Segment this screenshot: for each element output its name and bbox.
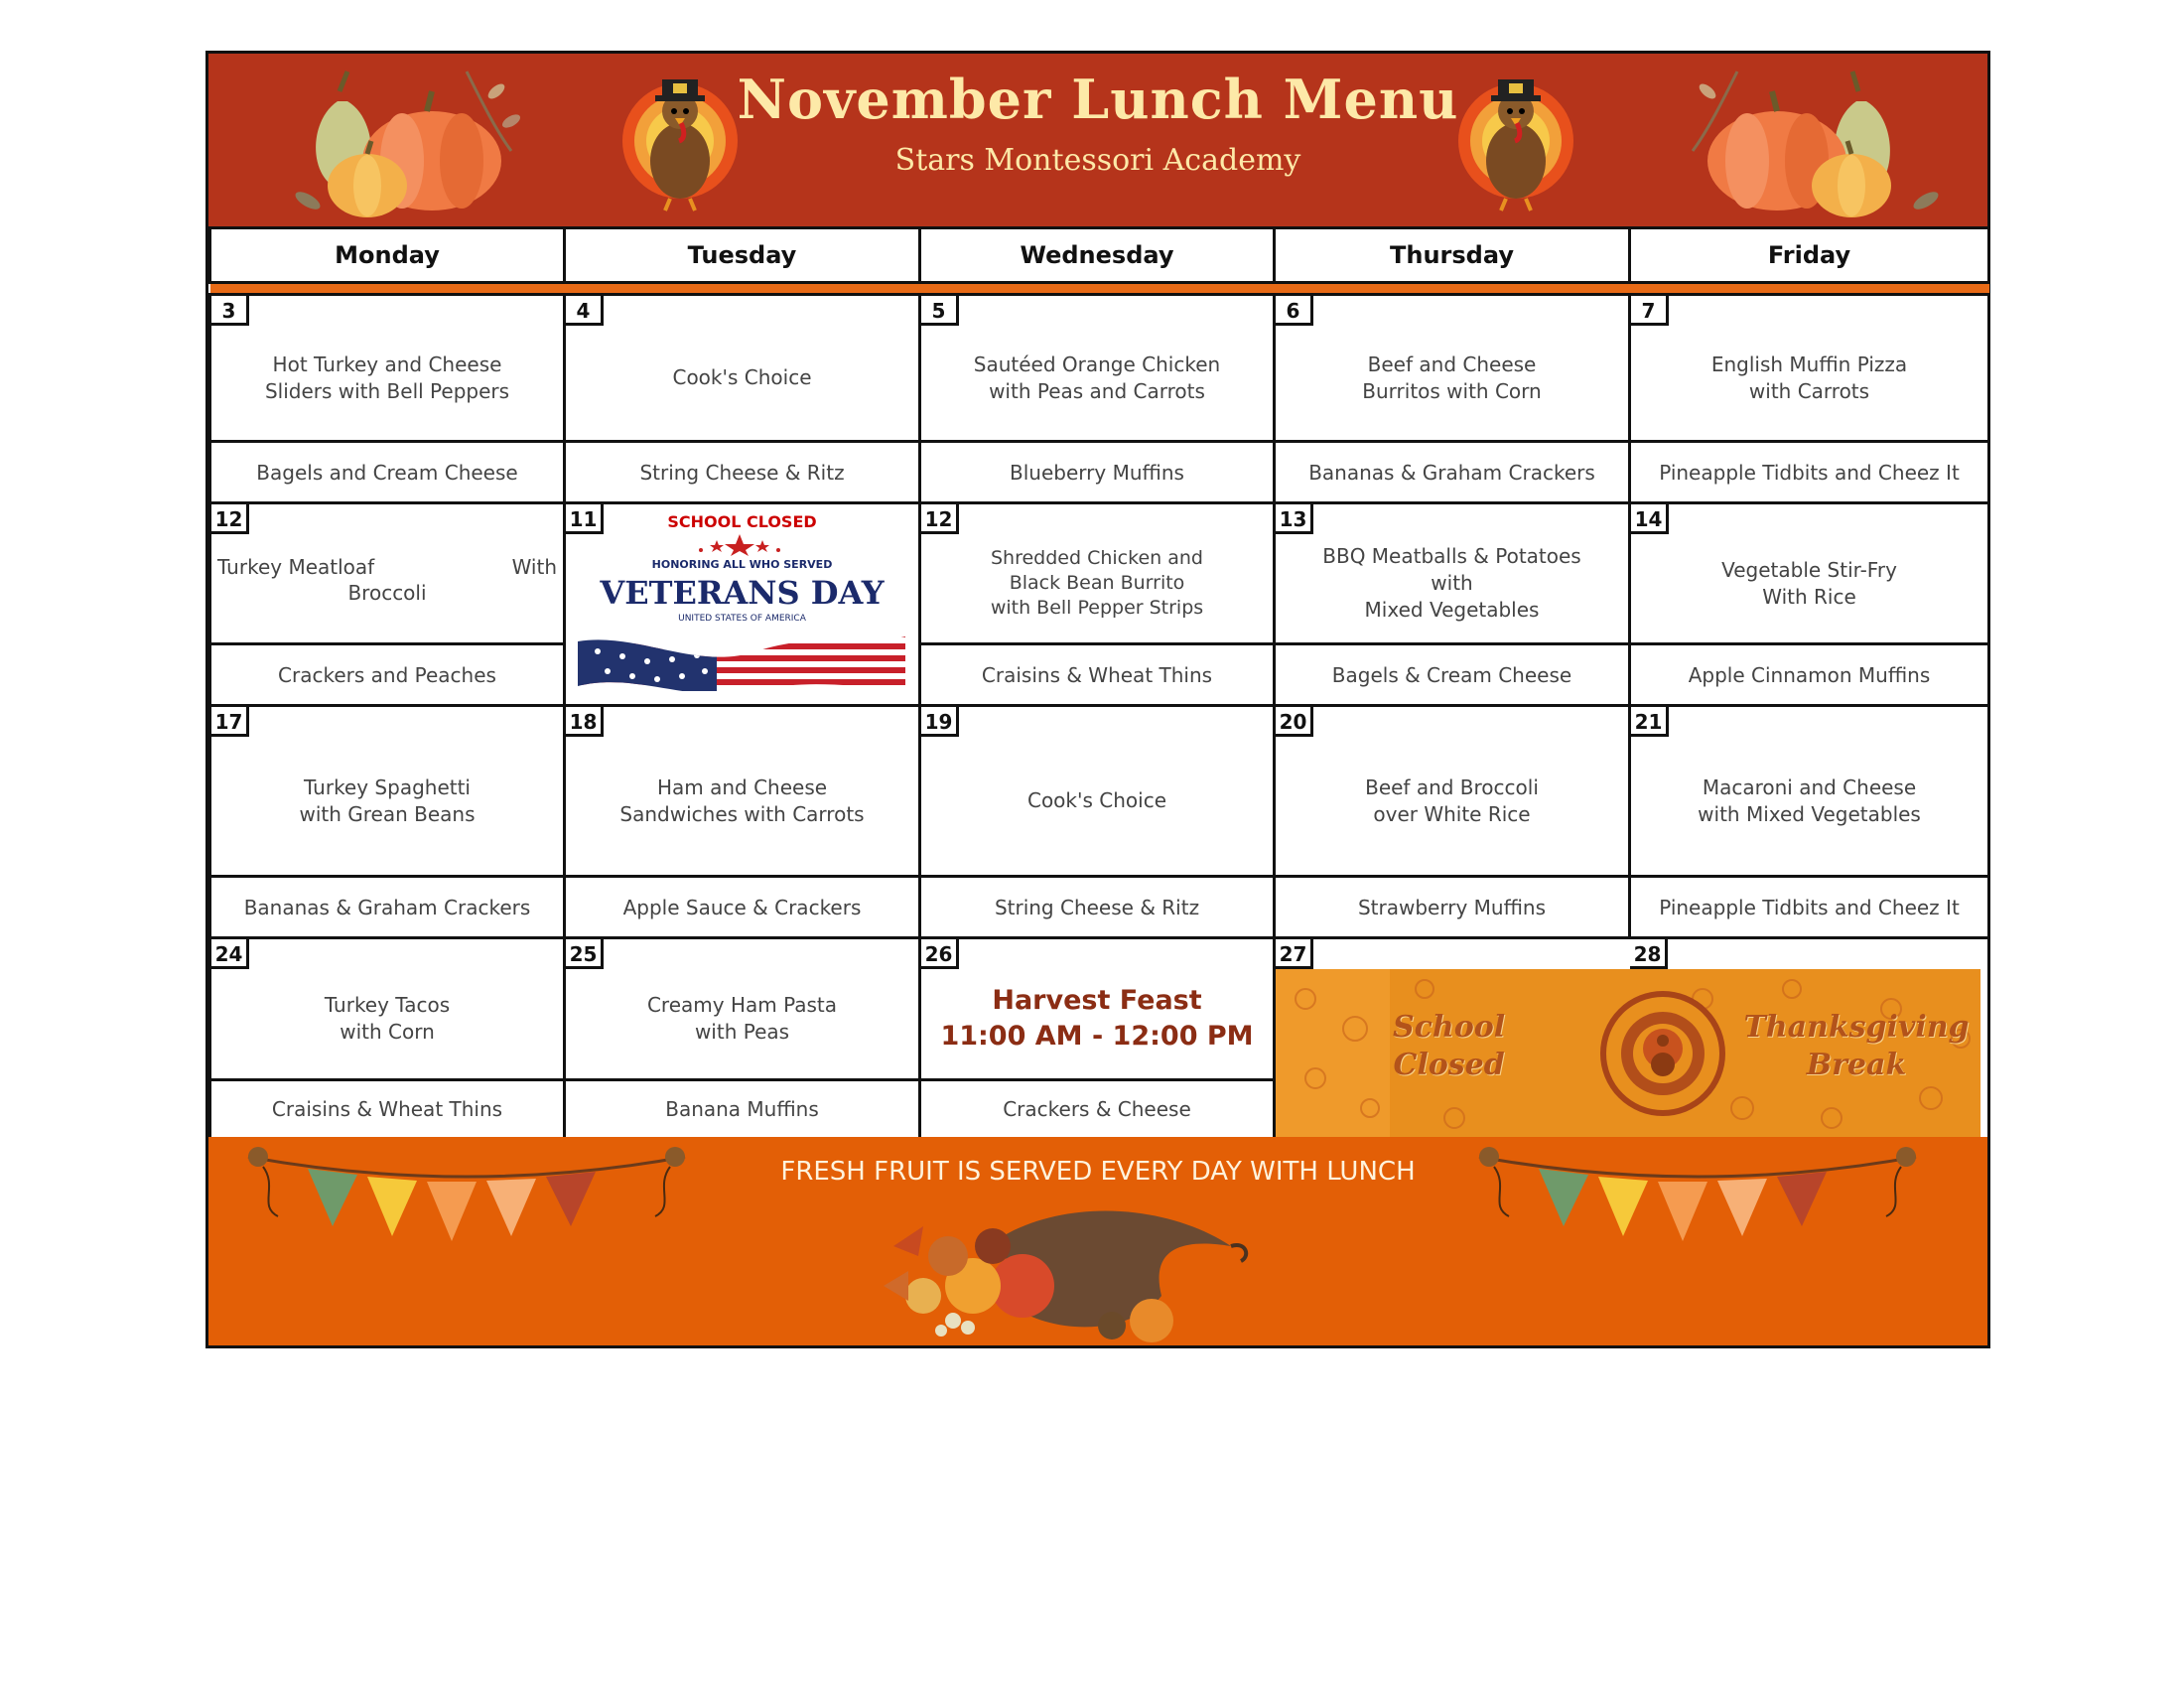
snack-cell: Strawberry Muffins xyxy=(1275,877,1630,938)
meal-line: with Grean Beans xyxy=(299,801,476,826)
week-3-meal-row xyxy=(210,706,1989,877)
header-banner xyxy=(208,54,1987,226)
meal-line: Black Bean Burrito xyxy=(1009,572,1185,594)
date-number: 12 xyxy=(211,504,249,534)
snack-cell: Bananas & Graham Crackers xyxy=(210,877,565,938)
snack-cell: Bananas & Graham Crackers xyxy=(1275,442,1630,503)
lunch-menu xyxy=(205,51,1990,1348)
week-2-snack-row xyxy=(210,644,1989,706)
snack-cell: Bagels & Cream Cheese xyxy=(1275,644,1630,706)
snack-cell: Pineapple Tidbits and Cheez It xyxy=(1630,877,1989,938)
week-1-meal-row xyxy=(210,295,1989,442)
lunch-entry xyxy=(211,755,563,828)
meal-line: Sliders with Bell Peppers xyxy=(264,378,510,403)
harvest-feast-cell xyxy=(920,938,1275,1080)
date-number: 11 xyxy=(566,504,604,534)
meal-line: with Carrots xyxy=(1748,378,1870,403)
break-line: Thanksgiving xyxy=(1743,1010,1970,1045)
meal-line: Cook's Choice xyxy=(1026,788,1167,812)
snack-cell: Banana Muffins xyxy=(565,1080,920,1139)
meal-line: Macaroni and Cheese xyxy=(1702,774,1917,799)
meal-line: Burritos with Corn xyxy=(1362,378,1542,403)
lunch-entry xyxy=(1631,332,1987,405)
week-2-meal-row xyxy=(210,503,1989,644)
snack-cell: Apple Sauce & Crackers xyxy=(565,877,920,938)
lunch-entry xyxy=(211,972,563,1046)
pumpkins-right-illustration xyxy=(1678,62,1946,220)
day-cell xyxy=(1630,503,1989,644)
meal-line: Cook's Choice xyxy=(672,365,812,389)
snack-cell: Apple Cinnamon Muffins xyxy=(1630,644,1989,706)
day-cell xyxy=(920,706,1275,877)
meal-line: with Corn xyxy=(340,1020,435,1044)
school-closed-line: Closed xyxy=(1393,1048,1505,1082)
harvest-feast-title: Harvest Feast xyxy=(992,985,1202,1016)
day-header-friday: Friday xyxy=(1630,228,1989,283)
meal-line: Creamy Ham Pasta xyxy=(646,993,838,1017)
meal-line: BBQ Meatballs & Potatoes xyxy=(1322,544,1581,568)
date-number: 4 xyxy=(566,296,604,326)
lunch-entry xyxy=(1631,755,1987,828)
day-cell xyxy=(920,295,1275,442)
date-number: 3 xyxy=(211,296,249,326)
orange-divider xyxy=(210,283,1989,295)
date-number: 25 xyxy=(566,939,604,969)
meal-line: Beef and Broccoli xyxy=(1365,774,1539,799)
date-number: 6 xyxy=(1276,296,1313,326)
meal-line: Shredded Chicken and xyxy=(991,547,1203,569)
date-number: 13 xyxy=(1276,504,1313,534)
lunch-entry xyxy=(211,534,563,614)
veterans-day-cell xyxy=(565,503,920,706)
snack-cell: Craisins & Wheat Thins xyxy=(210,1080,565,1139)
meal-line: with Peas and Carrots xyxy=(989,378,1205,403)
menu-table xyxy=(208,226,1990,1140)
meal-line: Vegetable Stir-Fry xyxy=(1721,557,1897,582)
lunch-entry xyxy=(566,755,918,828)
school-closed-text xyxy=(1393,1009,1505,1084)
meal-line: Broccoli xyxy=(347,580,427,605)
page-title: November Lunch Menu xyxy=(737,68,1459,131)
meal-line: with Peas xyxy=(694,1020,790,1044)
meal-line: With xyxy=(511,554,557,579)
date-number: 21 xyxy=(1631,707,1669,737)
snack-cell: String Cheese & Ritz xyxy=(920,877,1275,938)
american-flag-image xyxy=(578,632,905,691)
divider-stripe xyxy=(210,283,1989,295)
date-number: 17 xyxy=(211,707,249,737)
day-cell xyxy=(1630,706,1989,877)
date-number: 20 xyxy=(1276,707,1313,737)
lunch-entry xyxy=(921,768,1273,814)
date-number: 19 xyxy=(921,707,959,737)
week-1-snack-row xyxy=(210,442,1989,503)
meal-line: over White Rice xyxy=(1373,801,1531,826)
school-closed-label: SCHOOL CLOSED xyxy=(667,511,817,531)
footer-banner xyxy=(208,1137,1987,1345)
thanksgiving-break-graphic xyxy=(1276,969,1980,1138)
day-header-thursday: Thursday xyxy=(1275,228,1630,283)
lunch-entry xyxy=(1276,523,1628,624)
lunch-entry xyxy=(921,332,1273,405)
harvest-feast-entry xyxy=(921,963,1273,1055)
country-label: UNITED STATES OF AMERICA xyxy=(678,613,806,624)
date-number: 26 xyxy=(921,939,959,969)
lunch-entry xyxy=(1276,755,1628,828)
snack-cell: Crackers & Cheese xyxy=(920,1080,1275,1139)
date-number-27: 27 xyxy=(1276,939,1313,969)
fresh-fruit-note: FRESH FRUIT IS SERVED EVERY DAY WITH LUNCH xyxy=(780,1157,1416,1187)
day-cell xyxy=(565,938,920,1080)
meal-line: Sautéed Orange Chicken xyxy=(973,352,1221,376)
meal-line: with Bell Pepper Strips xyxy=(990,597,1204,619)
break-line: Break xyxy=(1806,1048,1907,1082)
meal-line: With Rice xyxy=(1762,584,1856,609)
day-header-monday: Monday xyxy=(210,228,565,283)
lunch-entry xyxy=(566,972,918,1046)
week-4-meal-row xyxy=(210,938,1989,1080)
date-number-28: 28 xyxy=(1630,939,1668,969)
date-number: 24 xyxy=(211,939,249,969)
thanksgiving-break-cell xyxy=(1275,938,1989,1139)
lunch-entry xyxy=(211,332,563,405)
date-number: 5 xyxy=(921,296,959,326)
week-3-snack-row xyxy=(210,877,1989,938)
meal-line: Beef and Cheese xyxy=(1367,352,1537,376)
day-cell xyxy=(565,295,920,442)
school-name: Stars Montessori Academy xyxy=(894,143,1301,178)
meal-line: Turkey Tacos xyxy=(324,993,451,1017)
day-cell xyxy=(1630,295,1989,442)
cornucopia-illustration xyxy=(854,1187,1251,1345)
lunch-entry xyxy=(1276,332,1628,405)
honoring-label: HONORING ALL WHO SERVED xyxy=(651,557,833,571)
veterans-day-graphic xyxy=(566,506,918,703)
harvest-feast-time: 11:00 AM - 12:00 PM xyxy=(940,1021,1254,1052)
stars-icon xyxy=(695,532,784,556)
day-cell xyxy=(565,706,920,877)
day-cell xyxy=(1275,706,1630,877)
school-closed-line: School xyxy=(1393,1010,1506,1045)
date-number: 12 xyxy=(921,504,959,534)
meal-line: Hot Turkey and Cheese xyxy=(272,352,502,376)
day-header-tuesday: Tuesday xyxy=(565,228,920,283)
snack-cell: Bagels and Cream Cheese xyxy=(210,442,565,503)
meal-line: Ham and Cheese xyxy=(656,774,828,799)
meal-line: Sandwiches with Carrots xyxy=(619,801,865,826)
meal-line: Turkey Spaghetti xyxy=(303,774,471,799)
veterans-day-title: VETERANS DAY xyxy=(600,573,885,612)
meal-line: with xyxy=(1431,571,1473,595)
snack-cell: Pineapple Tidbits and Cheez It xyxy=(1630,442,1989,503)
lunch-entry xyxy=(566,345,918,391)
meal-line: English Muffin Pizza xyxy=(1710,352,1908,376)
day-cell xyxy=(1275,503,1630,644)
day-cell xyxy=(920,503,1275,644)
day-cell xyxy=(210,938,565,1080)
snack-cell: Craisins & Wheat Thins xyxy=(920,644,1275,706)
day-cell xyxy=(1275,295,1630,442)
weekday-header-row xyxy=(210,228,1989,283)
lunch-entry xyxy=(1631,537,1987,611)
day-cell xyxy=(210,503,565,644)
meal-line: with Mixed Vegetables xyxy=(1698,801,1921,826)
bunting-left-illustration xyxy=(238,1137,695,1256)
day-header-wednesday: Wednesday xyxy=(920,228,1275,283)
snack-cell: Blueberry Muffins xyxy=(920,442,1275,503)
snack-cell: Crackers and Peaches xyxy=(210,644,565,706)
date-number: 14 xyxy=(1631,504,1669,534)
day-cell xyxy=(210,706,565,877)
lunch-entry xyxy=(921,526,1273,621)
turkey-right-illustration xyxy=(1451,62,1580,220)
thanksgiving-break-text xyxy=(1742,1009,1971,1084)
day-cell xyxy=(210,295,565,442)
date-number: 18 xyxy=(566,707,604,737)
meal-line: Turkey Meatloaf xyxy=(217,554,375,579)
snack-cell: String Cheese & Ritz xyxy=(565,442,920,503)
meal-line: Mixed Vegetables xyxy=(1364,598,1540,622)
bunting-right-illustration xyxy=(1469,1137,1926,1256)
date-number: 7 xyxy=(1631,296,1669,326)
